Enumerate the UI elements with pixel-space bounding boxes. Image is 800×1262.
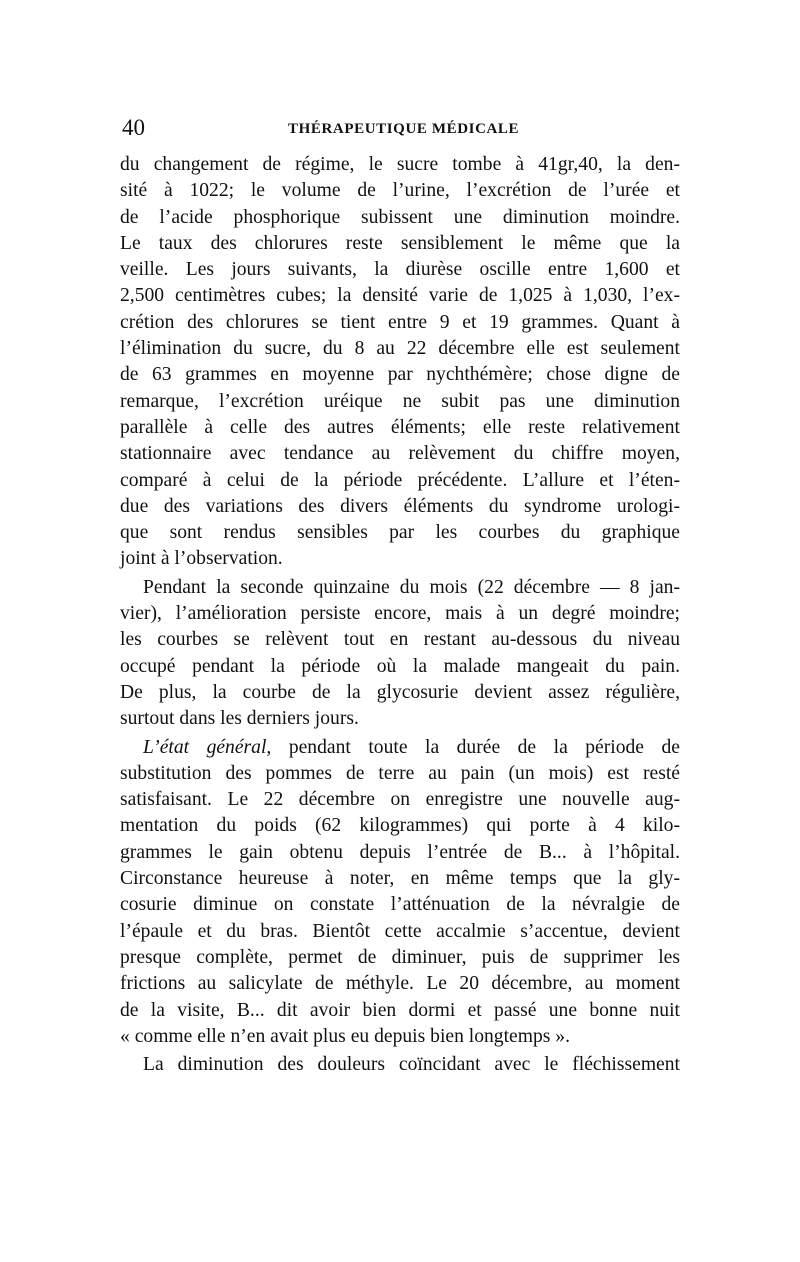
text-line: « comme elle n’en avait plus eu depuis bien longtemps ». — [120, 1025, 571, 1047]
text-line: due des variations des divers éléments du syndrome urologi- — [120, 495, 680, 517]
text-line: l’élimination du sucre, du 8 au 22 décembre elle est seulement — [120, 338, 680, 360]
text-line: 2,500 centimètres cubes; la densité varie de 1,025 à 1,030, l’ex- — [120, 285, 680, 307]
text-line: La diminution des douleurs coïncidant avec le fléchissement — [143, 1054, 680, 1076]
paragraph-3 — [120, 735, 680, 1051]
text-line: satisfaisant. Le 22 décembre on enregistre une nouvelle aug- — [120, 789, 680, 811]
text-line: veille. Les jours suivants, la diurèse oscille entre 1,600 et — [120, 259, 680, 281]
line-remainder: pendant toute la durée de la période de — [271, 736, 680, 758]
paragraph-2 — [120, 575, 680, 733]
text-line: mentation du poids (62 kilogrammes) qui porte à 4 kilo- — [120, 815, 680, 837]
text-line: De plus, la courbe de la glycosurie devient assez régulière, — [120, 681, 680, 703]
text-line: crétion des chlorures se tient entre 9 et 19 grammes. Quant à — [120, 311, 680, 333]
text-line: cosurie diminue on constate l’atténuation de la névralgie de — [120, 894, 680, 916]
text-line: de la visite, B... dit avoir bien dormi et passé une bonne nuit — [120, 999, 680, 1021]
text-line: stationnaire avec tendance au relèvement du chiffre moyen, — [120, 443, 680, 465]
text-line: comparé à celui de la période précédente. L’allure et l’éten- — [120, 469, 680, 491]
text-line: parallèle à celle des autres éléments; elle reste relativement — [120, 416, 680, 438]
text-line: du changement de régime, le sucre tombe à 41gr,40, la den- — [120, 154, 680, 175]
text-line: frictions au salicylate de méthyle. Le 20 décembre, au moment — [120, 973, 680, 995]
page-header — [122, 113, 682, 143]
text-line: joint à l’observation. — [120, 548, 283, 570]
text-line: l’épaule et du bras. Bientôt cette accalmie s’accentue, devient — [120, 920, 680, 942]
text-line: de l’acide phosphorique subissent une diminution moindre. — [120, 206, 680, 228]
text-line: grammes le gain obtenu depuis l’entrée de B... à l’hôpital. — [120, 841, 680, 863]
text-line: presque complète, permet de diminuer, puis de supprimer les — [120, 946, 680, 968]
text-line: vier), l’amélioration persiste encore, mais à un degré moindre; — [120, 603, 680, 625]
body-text — [120, 152, 680, 1078]
text-line: Pendant la seconde quinzaine du mois (22 décembre — 8 jan- — [143, 576, 680, 598]
text-line: surtout dans les derniers jours. — [120, 708, 359, 730]
text-line: de 63 grammes en moyenne par nychthémère; chose digne de — [120, 364, 680, 386]
page-number: 40 — [122, 115, 145, 140]
text-line: substitution des pommes de terre au pain (un mois) est resté — [120, 762, 680, 784]
text-line: occupé pendant la période où la malade mangeait du pain. — [120, 655, 680, 677]
paragraph-4 — [120, 1052, 680, 1078]
text-line: Circonstance heureuse à noter, en même temps que la gly- — [120, 868, 680, 890]
text-line: que sont rendus sensibles par les courbes du graphique — [120, 522, 680, 544]
text-line — [120, 735, 680, 761]
text-line: Le taux des chlorures reste sensiblement le même que la — [120, 232, 680, 254]
italic-phrase: L’état général, — [143, 736, 272, 758]
paragraph-1 — [120, 152, 680, 573]
text-line: sité à 1022; le volume de l’urine, l’excrétion de l’urée et — [120, 180, 680, 202]
text-line: les courbes se relèvent tout en restant au-dessous du niveau — [120, 629, 680, 651]
text-line: remarque, l’excrétion uréique ne subit pas une diminution — [120, 390, 680, 412]
running-head: THÉRAPEUTIQUE MÉDICALE — [288, 121, 520, 137]
